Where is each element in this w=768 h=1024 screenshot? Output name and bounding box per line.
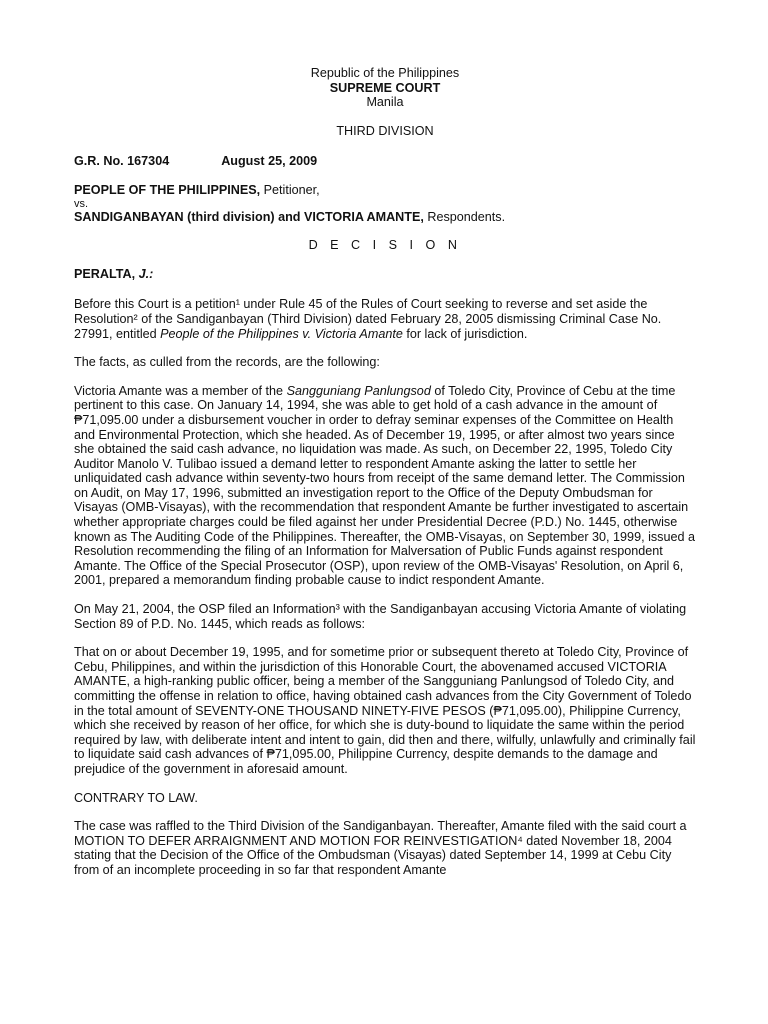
case-title-italic: People of the Philippines v. Victoria Amante bbox=[160, 326, 403, 341]
paragraph-3-text: Victoria Amante was a member of the bbox=[74, 383, 287, 398]
header-court: SUPREME COURT bbox=[329, 80, 441, 95]
paragraph-information: That on or about December 19, 1995, and for sometime prior or subsequent thereto at Toledo City, Province of Cebu, Philippines, and within the jurisdiction of this Honorable Court, the abovenamed accused VICTORIA AMANTE, a high-ranking public officer, being a member of the Sangguniang Panlungsod of Toledo City, and committing the offense in relation to office, having obtained cash advances from the City Government of Toledo in the total amount of SEVENTY-ONE THOUSAND NINETY-FIVE PESOS (₱71,095.00), Philippine Currency, which she received by reason of her office, for which she is duty-bound to liquidate the same within the period required by law, with deliberate intent and intent to gain, did then and there, wilfully, unlawfully and criminally fail to liquidate said cash advances of ₱71,095.00, Philippine Currency, despite demands to the damage and prejudice of the government in aforesaid amount. bbox=[74, 645, 696, 776]
sangguniang-italic: Sangguniang Panlungsod bbox=[286, 383, 431, 398]
respondents-role: Respondents. bbox=[423, 209, 506, 224]
document-page bbox=[74, 66, 696, 878]
gr-number: G.R. No. 167304 bbox=[74, 154, 170, 169]
petitioner-role: Petitioner, bbox=[260, 182, 320, 197]
ponente-suffix: J.: bbox=[138, 266, 154, 281]
paragraph-3-rest: of Toledo City, Province of Cebu at the time pertinent to this case. On January 14, 1994, she was able to get hold of a cash advance in the amount of ₱71,095.00 under a disbursement voucher in order to defray seminar expenses of the Committee on Health and Environmental Protection, which she headed. As of December 19, 1995, or after almost two years since she obtained the said cash advance, no liquidation was made. As such, on December 22, 1995, Toledo City Auditor Manolo V. Tulibao issued a demand letter to respondent Amante asking the latter to settle her unliquidated cash advance within seventy-two hours from receipt of the same demand letter. The Commission on Audit, on May 17, 1996, submitted an investigation report to the Office of the Deputy Ombudsman for Visayas (OMB-Visayas), with the recommendation that respondent Amante be further investigated to ascertain whether appropriate charges could be filed against her under Presidential Decree (P.D.) No. 1445, otherwise known as The Auditing Code of the Philippines. Thereafter, the OMB-Visayas, on September 30, 1999, issued a Resolution recommending the filing of an Information for Malversation of Public Funds against respondent Amante. The Office of the Special Prosecutor (OSP), upon review of the OMB-Visayas' Resolution, on April 6, 2001, prepared a memorandum finding probable cause to indict respondent Amante. bbox=[74, 383, 695, 588]
respondents-line bbox=[74, 210, 696, 225]
header-city: Manila bbox=[366, 95, 404, 110]
contrary-to-law: CONTRARY TO LAW. bbox=[74, 790, 198, 805]
ponente bbox=[74, 267, 696, 282]
paragraph-7: The case was raffled to the Third Division of the Sandiganbayan. Thereafter, Amante filed with the said court a MOTION TO DEFER ARRAIGNMENT AND MOTION FOR REINVESTIGATION⁴ dated November 18, 2004 stating that the Decision of the Office of the Ombudsman (Visayas) dated September 14, 1999 at Cebu City from of an incomplete proceeding in so far that respondent Amante bbox=[74, 819, 687, 877]
paragraph-4: On May 21, 2004, the OSP filed an Information³ with the Sandiganbayan accusing Victoria Amante of violating Section 89 of P.D. No. 1445, which reads as follows: bbox=[74, 602, 687, 631]
decision-title: D E C I S I O N bbox=[308, 238, 462, 253]
paragraph-3 bbox=[74, 384, 696, 588]
paragraph-1 bbox=[74, 297, 696, 341]
versus: vs. bbox=[74, 197, 89, 210]
paragraph-2: The facts, as culled from the records, are the following: bbox=[74, 355, 380, 370]
respondents-name: SANDIGANBAYAN (third division) and VICTORIA AMANTE, bbox=[74, 209, 424, 224]
header-republic: Republic of the Philippines bbox=[310, 66, 460, 80]
paragraph-1-text: Before this Court is a petition¹ under Rule 45 of the Rules of Court seeking to reverse and set aside the Resolution² of the Sandiganbayan (Third Division) dated February 28, 2005 dismissing Criminal Case No. 27991, entitled bbox=[74, 297, 662, 341]
header-division: THIRD DIVISION bbox=[336, 123, 434, 138]
decision-date: August 25, 2009 bbox=[221, 154, 318, 169]
petitioner-line bbox=[74, 183, 696, 198]
ponente-name: PERALTA, bbox=[74, 266, 139, 281]
petitioner-name: PEOPLE OF THE PHILIPPINES, bbox=[74, 182, 261, 197]
paragraph-1-end: for lack of jurisdiction. bbox=[402, 326, 528, 341]
case-number-line bbox=[74, 154, 696, 169]
